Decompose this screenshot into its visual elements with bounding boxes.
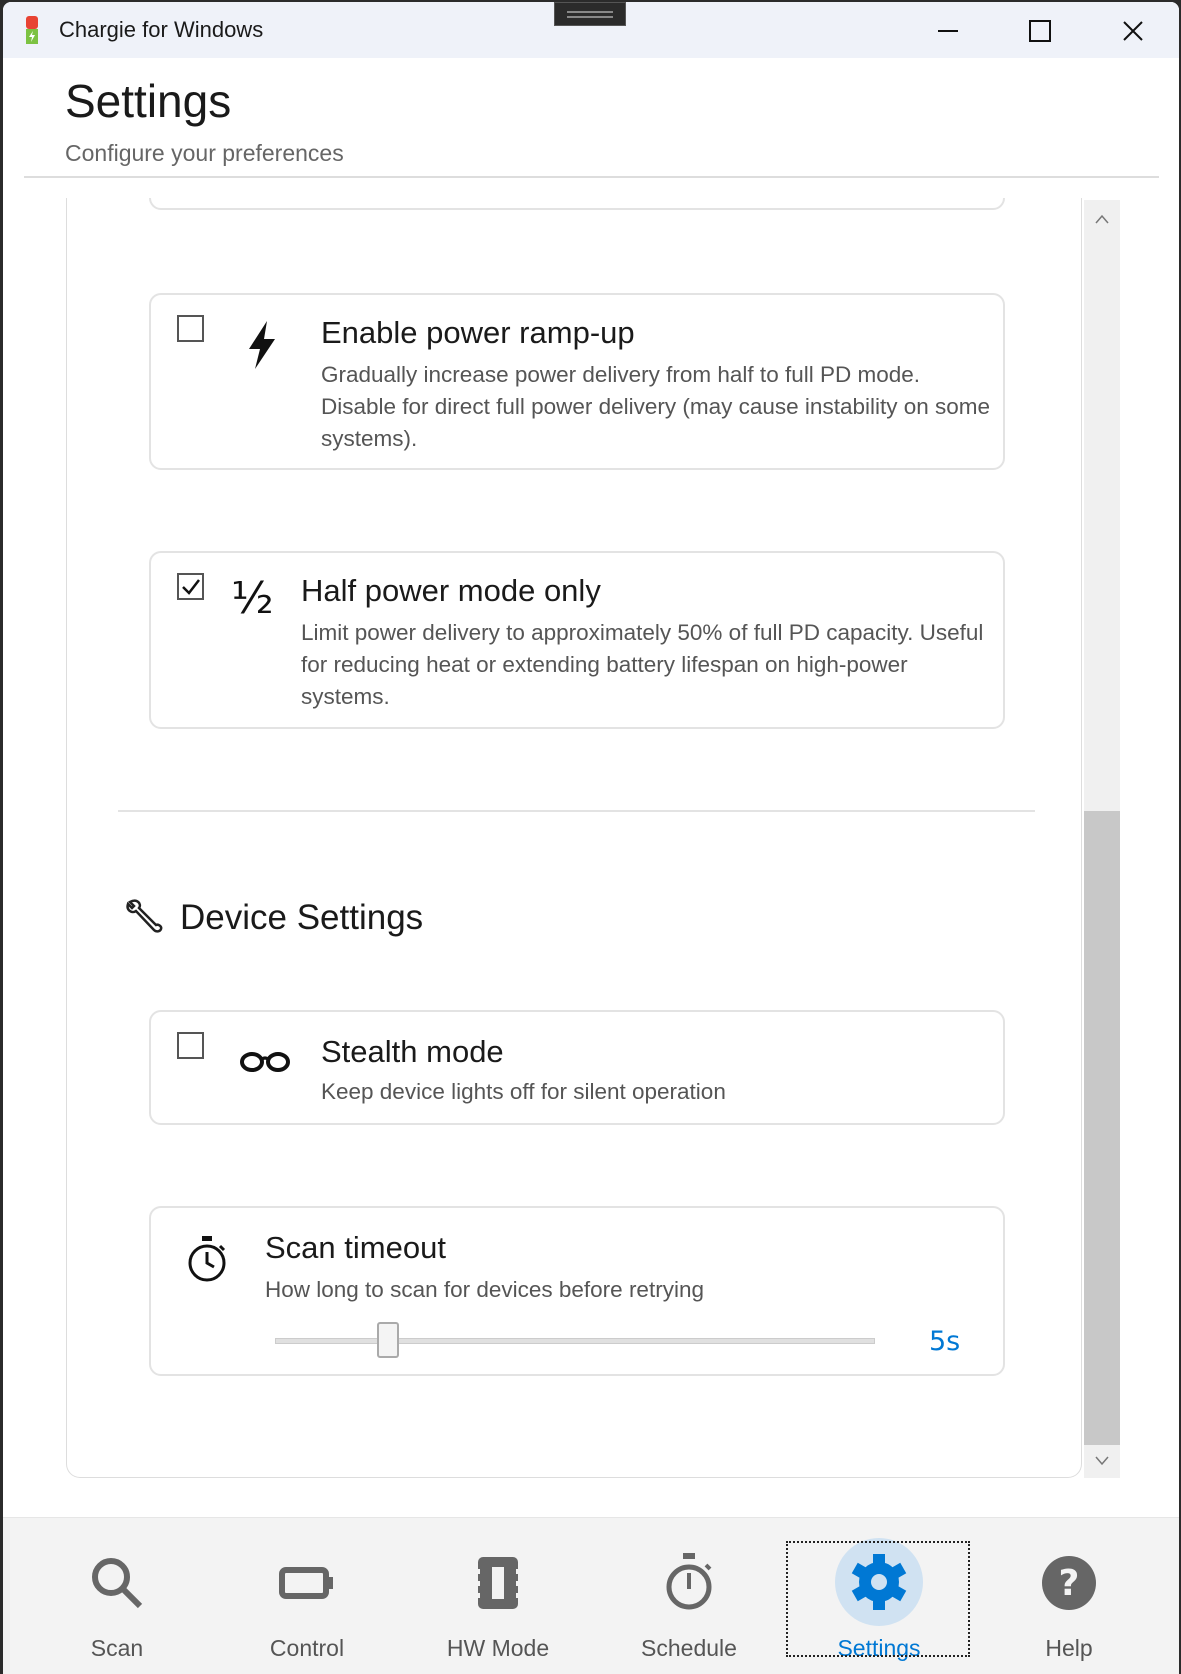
- power-rampup-checkbox[interactable]: [177, 315, 204, 342]
- half-icon: ½: [231, 573, 274, 624]
- minimize-button[interactable]: [928, 14, 968, 48]
- scroll-up-icon[interactable]: [1095, 214, 1109, 224]
- page-title: Settings: [65, 75, 232, 127]
- bottom-navigation: [3, 1517, 1179, 1674]
- slider-thumb[interactable]: [377, 1322, 399, 1358]
- stealth-description: Keep device lights off for silent operation: [321, 1079, 726, 1104]
- nav-label: Control: [269, 1635, 345, 1661]
- focus-indicator: [786, 1541, 970, 1657]
- header-divider: [24, 176, 1159, 178]
- chip-icon: [463, 1548, 533, 1618]
- previous-setting-card: [149, 198, 1005, 210]
- timer-icon: [654, 1548, 724, 1618]
- page-subtitle: Configure your preferences: [65, 140, 344, 166]
- half-power-title: Half power mode only: [301, 573, 601, 608]
- nav-label: Scan: [90, 1635, 144, 1661]
- nav-scan[interactable]: [32, 1518, 202, 1674]
- maximize-icon: [1029, 20, 1051, 42]
- help-icon: [1034, 1548, 1104, 1618]
- nav-label: HW Mode: [446, 1635, 550, 1661]
- title-bar: [3, 2, 1179, 58]
- drag-grip[interactable]: [554, 2, 626, 26]
- nav-schedule[interactable]: [604, 1518, 774, 1674]
- minimize-icon: [938, 30, 958, 32]
- scan-timeout-description: How long to scan for devices before retrying: [265, 1277, 704, 1302]
- maximize-button[interactable]: [1020, 14, 1060, 48]
- half-power-card[interactable]: [149, 551, 1005, 729]
- nav-label: Help: [1045, 1635, 1093, 1661]
- stealth-title: Stealth mode: [321, 1034, 504, 1069]
- settings-scroll-panel: [66, 198, 1082, 1478]
- nav-label: Settings: [837, 1635, 921, 1661]
- stealth-card[interactable]: [149, 1010, 1005, 1125]
- power-rampup-description: Gradually increase power delivery from half to full PD mode. Disable for direct full power delivery (may cause instability on some systems).: [321, 362, 991, 451]
- close-icon: [1122, 20, 1144, 42]
- wrench-icon: [124, 898, 166, 940]
- device-settings-heading: Device Settings: [180, 898, 424, 937]
- section-divider: [118, 810, 1035, 812]
- window-title: Chargie for Windows: [59, 17, 264, 42]
- lightning-icon: [247, 321, 277, 369]
- nav-control[interactable]: [222, 1518, 392, 1674]
- scan-timeout-value: 5s: [929, 1326, 961, 1357]
- scroll-down-icon[interactable]: [1095, 1456, 1109, 1466]
- half-power-description: Limit power delivery to approximately 50% of full PD capacity. Useful for reducing heat or extending battery lifespan on high-power systems.: [301, 620, 984, 709]
- nav-label: Schedule: [641, 1635, 737, 1661]
- half-power-checkbox[interactable]: [177, 573, 204, 600]
- stealth-checkbox[interactable]: [177, 1032, 204, 1059]
- vertical-scrollbar[interactable]: [1084, 200, 1120, 1478]
- scan-timeout-slider[interactable]: [275, 1338, 875, 1344]
- nav-hw-mode[interactable]: [413, 1518, 583, 1674]
- scrollbar-thumb[interactable]: [1084, 811, 1120, 1445]
- search-icon: [82, 1548, 152, 1618]
- glasses-icon: [239, 1050, 291, 1074]
- battery-app-icon: [25, 16, 39, 44]
- stopwatch-icon: [187, 1236, 227, 1284]
- power-rampup-title: Enable power ramp-up: [321, 315, 635, 350]
- scan-timeout-card: [149, 1206, 1005, 1376]
- battery-icon: [272, 1548, 342, 1618]
- checkmark-icon: [180, 576, 202, 598]
- app-window: [3, 2, 1179, 1674]
- scan-timeout-title: Scan timeout: [265, 1230, 446, 1265]
- close-button[interactable]: [1113, 14, 1153, 48]
- power-rampup-card[interactable]: [149, 293, 1005, 470]
- svg-text:?: ?: [1058, 1563, 1080, 1604]
- nav-help[interactable]: [984, 1518, 1154, 1674]
